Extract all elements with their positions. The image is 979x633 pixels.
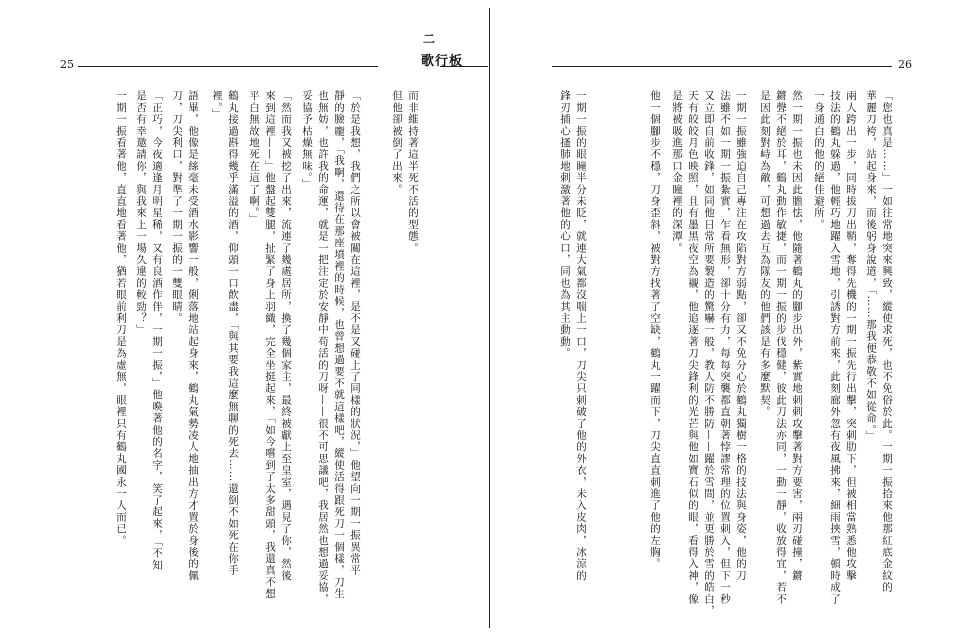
left-header-rule [78,66,378,67]
text-column: 「於是我想，我們之所以會被關在這裡，是不是又碰上了同樣的狀況，」他望向一期一振異常平 [349,90,361,577]
text-column: 法雖不如一期一振紮實，乍看無形，卻十分有力，每每突襲都直朝著悖謬常理的位置刺入，但下一秒 [719,90,731,605]
running-title: 歌行板 [421,54,464,69]
text-column: 技法的鶴丸躲過，他輕巧地躍入雪地，引誘對方前來，此刻廊外忽有夜風拂來，細雨挾雪，頓時成了 [829,90,841,605]
text-column: 語畢，他像是絲毫未受酒水影響一般，俐落地站起身來，鶴丸氣勢凌人地抽出方才置於身後的佩 [187,90,199,582]
text-column: 一期一振雖強迫自己專注在攻陷對方弱點，卻又不免分心於鶴丸獨樹一格的技法與身姿，他的刀 [735,90,747,582]
right-page [490,0,979,633]
text-column: 鶴丸接過斟得幾乎滿溢的酒，仰頭一口飲盡，「與其要我這麼無聊的死去……還倒不如死在你手 [227,90,239,577]
text-column: 天有皎皎月色映照，且有墨黑夜空為襯，他追逐著刀尖鋒利的光芒與他如寶石似的眼，看得入神，像 [687,90,699,605]
text-column: 然一期一振也未因此膽怯，他隨著鶴丸的腳步出外，紫實地刺刺攻擊著對方要害，兩刃碰撞，鏘 [791,90,803,582]
text-column: 「然而我又被挖了出來，流連了幾處居所，換了幾個家主，最終被獻上至皇室，遇見了你，然後 [280,90,292,582]
text-column: 華麗刀袴，站起身來，而後躬身說道，「……那我便恭敬不如從命。」 [865,90,877,443]
right-header-rule [552,66,892,67]
text-column: 鋒刃插心搔肺地刺激著他的心口，同也為其主動動。 [559,90,571,360]
text-column: 一期一振的眼瞳半分未眨，就連大氣都沒喘上一口，刀尖只刺破了他的外衣，未入皮肉，冰涼的 [575,90,587,582]
text-column: 但他卻被倒了出來。 [391,90,403,196]
text-column: 裡。」 [211,90,223,120]
left-page [0,0,489,633]
text-column: 平白無故地死在這了啊。」 [248,90,260,226]
left-page-number: 25 [60,58,74,71]
right-page-number: 26 [898,58,912,71]
chapter-mark: 二 [423,32,436,46]
text-column: 他一個腳步不穩，刀身歪斜，被對方找著了空缺，鶴丸一躍而下，刀尖直直刺進了他的左胸。 [649,90,661,570]
text-column: 也無妨，也許我的命運，就是一把注定於安靜中苟活的刀呀——很不可思議吧，我居然也想過妥協， [317,90,329,605]
text-column: 刀，刀尖利口，對準了一期一振的一雙眼睛。 [171,90,183,324]
text-column: 靜的臉龐，「我啊，還待在那座墳裡的時候，也曾想過要不就這樣吧，縱使活得跟死刀一個樣，刀生 [333,90,345,600]
text-column: 一身通白的他的絕佳避所。 [813,90,825,231]
text-column: 「正巧，今夜適逢月明星稀，又有良酒作伴，一期一振，」他喚著他的名字，笑了起來，「不知 [151,90,163,571]
text-column: 「您也真是……」一如往常地突來興致，縱使求死，也不免俗於此。一期一振拾來他那紅底金紋的 [881,90,893,594]
text-column: 兩人跨出一步，同時拔刀出鞘，奪得先機的一期一振先行出擊，突刺肋下，但被相當熟悉他攻擊 [845,90,857,582]
text-column: 鏘聲不絕於耳，鶴丸動作敏捷，而一期一振的步伐穩健，彼此刀法亦同，一動一靜，收放得宜，若不 [775,90,787,605]
text-column: 是否有幸邀請你，與我來上一場久違的較勁？」 [135,90,147,336]
text-column: 是因此刻對峙為敵，可想過去互為隊友的他們該是有多麼默契。 [759,90,771,418]
text-column: 一期一振看著他，直直地看著他，猶若眼前利刀是為虛無，眼裡只有鶴丸國永一人而已。 [115,90,127,547]
text-column: 而非維持著這半死不活的型態。 [407,90,419,254]
text-column: 妥協予枯燥無味。」 [301,90,313,191]
text-column: 是將被吸進那口金瞳裡的深潭。 [671,90,683,254]
text-column: 來到這裡——」他盤起雙腿，扯緊了身上羽織，完全坐挺起來，「如今嚐到了太多甜頭，我還真不想 [264,90,276,600]
text-column: 又立即自前收鋒，如同他日常所要製造的驚嚇一般，教人防不勝防——躍於雪間，並更勝於雪的皓白， [703,90,715,617]
